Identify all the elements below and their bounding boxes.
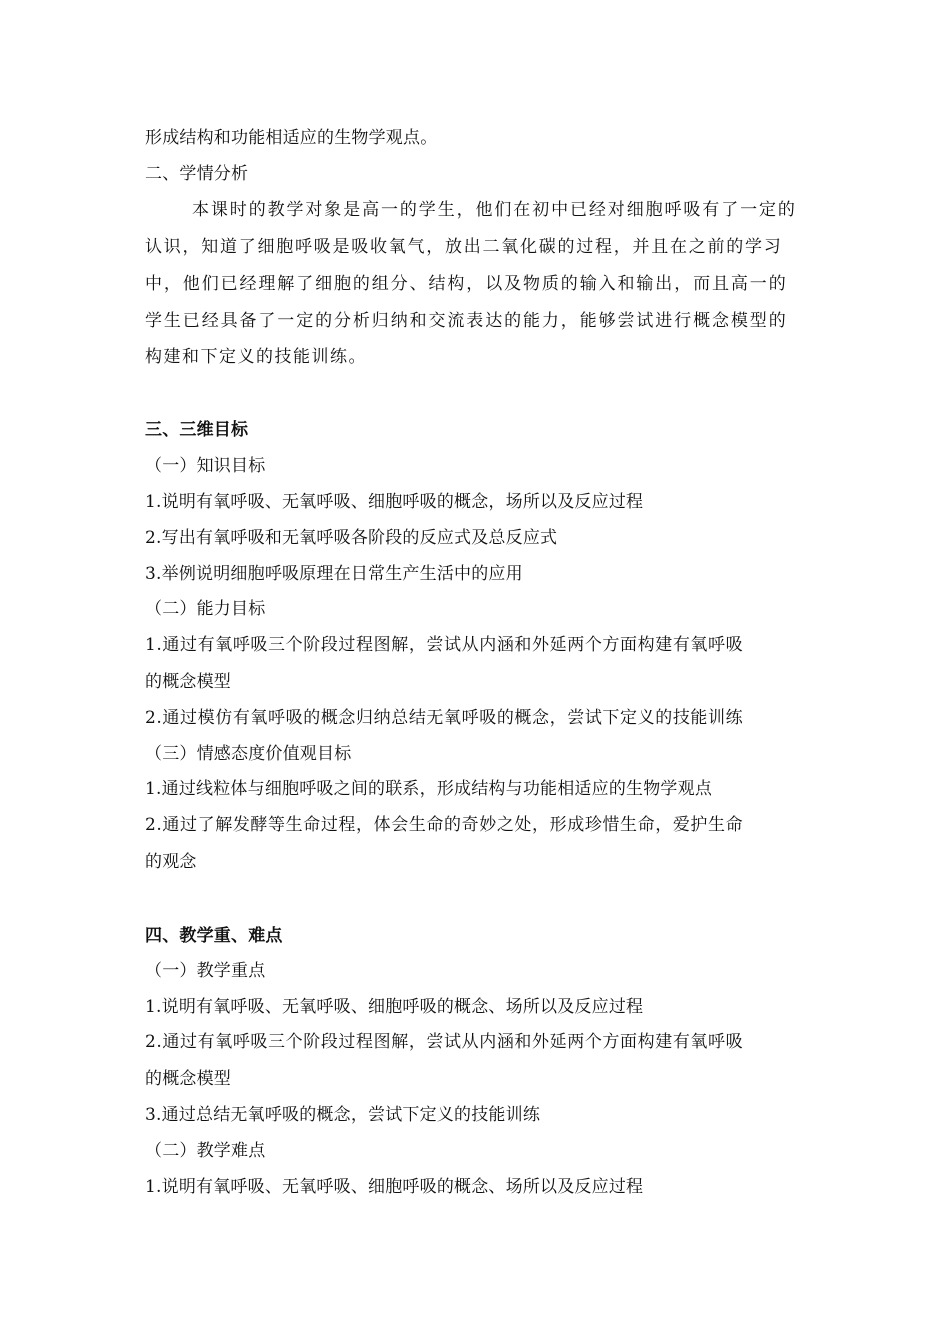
list-item: 2.通过模仿有氧呼吸的概念归纳总结无氧呼吸的概念，尝试下定义的技能训练 (145, 708, 744, 728)
list-item: 2.写出有氧呼吸和无氧呼吸各阶段的反应式及总反应式 (145, 528, 558, 548)
subsection-heading: （一）知识目标 (145, 456, 266, 476)
list-item: 1.通过有氧呼吸三个阶段过程图解，尝试从内涵和外延两个方面构建有氧呼吸 (145, 635, 744, 655)
section-heading: 二、学情分析 (145, 164, 249, 184)
list-item: 2.通过了解发酵等生命过程，体会生命的奇妙之处，形成珍惜生命，爱护生命 (145, 815, 744, 835)
paragraph-line: 本课时的教学对象是高一的学生，他们在初中已经对细胞呼吸有了一定的 (192, 200, 797, 220)
paragraph-line: 认识，知道了细胞呼吸是吸收氧气，放出二氧化碳的过程，并且在之前的学习 (145, 237, 783, 257)
paragraph-line: 形成结构和功能相适应的生物学观点。 (145, 128, 438, 148)
paragraph-line: 中，他们已经理解了细胞的组分、结构，以及物质的输入和输出，而且高一的 (145, 274, 788, 294)
section-heading: 四、教学重、难点 (145, 926, 283, 946)
list-item-continuation: 的概念模型 (145, 1069, 231, 1089)
list-item: 1.通过线粒体与细胞呼吸之间的联系，形成结构与功能相适应的生物学观点 (145, 779, 713, 799)
list-item: 1.说明有氧呼吸、无氧呼吸、细胞呼吸的概念、场所以及反应过程 (145, 997, 644, 1017)
section-heading: 三、三维目标 (145, 420, 249, 440)
subsection-heading: （二）能力目标 (145, 599, 266, 619)
list-item: 1.说明有氧呼吸、无氧呼吸、细胞呼吸的概念、场所以及反应过程 (145, 1177, 644, 1197)
list-item-continuation: 的观念 (145, 852, 197, 872)
list-item: 3.通过总结无氧呼吸的概念，尝试下定义的技能训练 (145, 1105, 541, 1125)
subsection-heading: （二）教学难点 (145, 1141, 266, 1161)
paragraph-line: 学生已经具备了一定的分析归纳和交流表达的能力，能够尝试进行概念模型的 (145, 311, 788, 331)
list-item: 2.通过有氧呼吸三个阶段过程图解，尝试从内涵和外延两个方面构建有氧呼吸 (145, 1032, 744, 1052)
subsection-heading: （一）教学重点 (145, 961, 266, 981)
list-item: 1.说明有氧呼吸、无氧呼吸、细胞呼吸的概念，场所以及反应过程 (145, 492, 644, 512)
list-item: 3.举例说明细胞呼吸原理在日常生产生活中的应用 (145, 564, 523, 584)
paragraph-line: 构建和下定义的技能训练。 (145, 347, 367, 367)
subsection-heading: （三）情感态度价值观目标 (145, 744, 352, 764)
list-item-continuation: 的概念模型 (145, 672, 231, 692)
